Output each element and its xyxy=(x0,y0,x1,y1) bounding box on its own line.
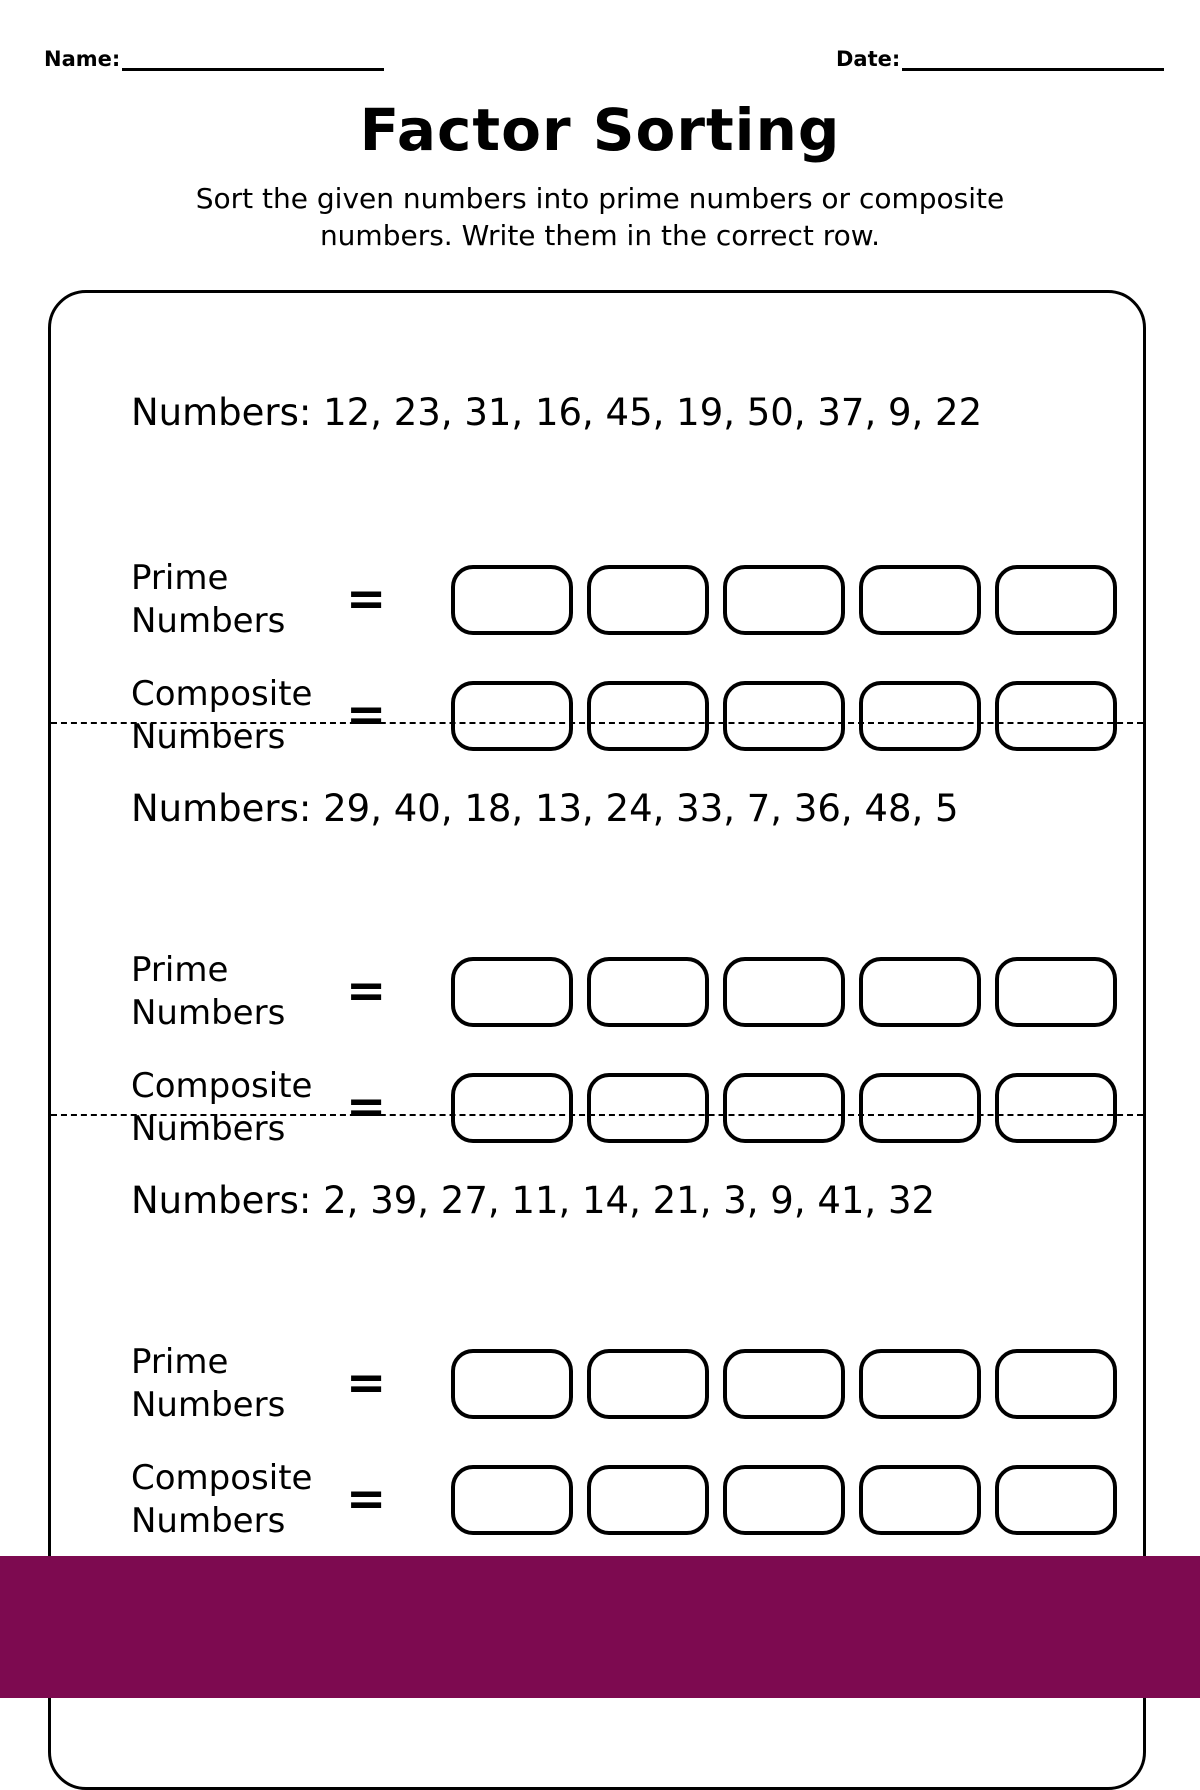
answer-box[interactable] xyxy=(451,565,573,635)
answer-box[interactable] xyxy=(587,1073,709,1143)
date-field[interactable] xyxy=(836,44,1164,71)
composite-row xyxy=(131,1066,1131,1149)
composite-label-line-2: Numbers xyxy=(131,717,286,757)
composite-label xyxy=(131,1065,312,1151)
answer-box[interactable] xyxy=(451,1073,573,1143)
section-divider xyxy=(51,1114,1143,1116)
answer-box[interactable] xyxy=(859,1465,981,1535)
answer-box[interactable] xyxy=(723,565,845,635)
composite-label-line-1: Composite xyxy=(131,1066,313,1106)
section-3 xyxy=(51,1179,1143,1569)
answer-box[interactable] xyxy=(995,565,1117,635)
prime-label xyxy=(131,949,285,1035)
numbers-list: Numbers: 29, 40, 18, 13, 24, 33, 7, 36, 48, 5 xyxy=(131,787,959,830)
name-input-line[interactable] xyxy=(122,44,384,71)
numbers-list: Numbers: 2, 39, 27, 11, 14, 21, 3, 9, 41, 32 xyxy=(131,1179,936,1222)
prime-label-line-1: Prime xyxy=(131,950,229,990)
date-label: Date: xyxy=(836,47,901,71)
prime-label-line-2: Numbers xyxy=(131,993,286,1033)
name-field[interactable] xyxy=(44,44,384,71)
equals-sign: = xyxy=(346,1471,387,1527)
prime-label-line-2: Numbers xyxy=(131,1385,286,1425)
answer-box[interactable] xyxy=(859,565,981,635)
equals-sign: = xyxy=(346,571,387,627)
answer-box[interactable] xyxy=(859,1349,981,1419)
composite-label-line-1: Composite xyxy=(131,674,313,714)
answer-box[interactable] xyxy=(451,1349,573,1419)
section-2 xyxy=(51,787,1143,1177)
answer-box[interactable] xyxy=(723,1465,845,1535)
prime-row xyxy=(131,558,1131,641)
equals-sign: = xyxy=(346,687,387,743)
equals-sign: = xyxy=(346,963,387,1019)
answer-box[interactable] xyxy=(859,1073,981,1143)
prime-row xyxy=(131,950,1131,1033)
composite-row xyxy=(131,674,1131,757)
name-label: Name: xyxy=(44,47,121,71)
equals-sign: = xyxy=(346,1355,387,1411)
answer-box[interactable] xyxy=(995,1465,1117,1535)
answer-box[interactable] xyxy=(587,1349,709,1419)
date-input-line[interactable] xyxy=(902,44,1164,71)
numbers-list: Numbers: 12, 23, 31, 16, 45, 19, 50, 37, 9, 22 xyxy=(131,391,983,434)
composite-label-line-2: Numbers xyxy=(131,1109,286,1149)
instructions-line-2: numbers. Write them in the correct row. xyxy=(319,219,881,252)
composite-label-line-2: Numbers xyxy=(131,1501,286,1541)
answer-box[interactable] xyxy=(723,957,845,1027)
answer-box[interactable] xyxy=(587,957,709,1027)
prime-label xyxy=(131,557,285,643)
prime-label-line-2: Numbers xyxy=(131,601,286,641)
prime-label-line-1: Prime xyxy=(131,1342,229,1382)
answer-box[interactable] xyxy=(723,681,845,751)
prime-label xyxy=(131,1341,285,1427)
answer-box[interactable] xyxy=(995,681,1117,751)
instructions-line-1: Sort the given numbers into prime numbers or composite xyxy=(195,182,1005,215)
answer-box[interactable] xyxy=(723,1349,845,1419)
answer-box[interactable] xyxy=(451,957,573,1027)
answer-box[interactable] xyxy=(859,681,981,751)
answer-box[interactable] xyxy=(587,681,709,751)
answer-box[interactable] xyxy=(995,957,1117,1027)
equals-sign: = xyxy=(346,1079,387,1135)
composite-row xyxy=(131,1458,1131,1541)
answer-box[interactable] xyxy=(587,1465,709,1535)
answer-box[interactable] xyxy=(995,1073,1117,1143)
answer-box[interactable] xyxy=(587,565,709,635)
answer-box[interactable] xyxy=(859,957,981,1027)
answer-box[interactable] xyxy=(451,681,573,751)
page-title: Factor Sorting xyxy=(359,96,841,164)
answer-box[interactable] xyxy=(995,1349,1117,1419)
section-divider xyxy=(51,722,1143,724)
answer-box[interactable] xyxy=(451,1465,573,1535)
composite-label xyxy=(131,673,312,759)
composite-label-line-1: Composite xyxy=(131,1458,313,1498)
answer-box[interactable] xyxy=(723,1073,845,1143)
instructions xyxy=(180,180,1020,254)
prime-row xyxy=(131,1342,1131,1425)
footer-band xyxy=(0,1556,1200,1698)
composite-label xyxy=(131,1457,312,1543)
prime-label-line-1: Prime xyxy=(131,558,229,598)
